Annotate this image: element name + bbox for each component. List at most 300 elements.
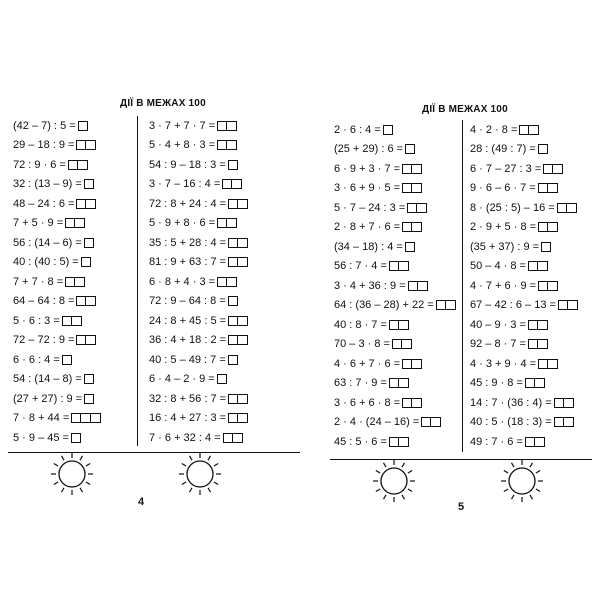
exercise-row (149, 194, 248, 214)
answer-boxes[interactable] (71, 413, 101, 423)
answer-boxes[interactable] (76, 296, 96, 306)
answer-box[interactable] (238, 413, 248, 423)
exercise-row (13, 253, 101, 273)
exercise-row (334, 218, 456, 238)
answer-box[interactable] (538, 222, 548, 232)
answer-boxes[interactable] (84, 374, 94, 384)
exercise-expression: 14 : 7 · (36 : 4) = (470, 396, 552, 409)
answer-boxes[interactable] (528, 339, 548, 349)
exercise-row (149, 136, 248, 156)
answer-box[interactable] (538, 144, 548, 154)
exercise-expression: 9 · 6 – 6 · 7 = (470, 182, 536, 195)
answer-box[interactable] (564, 398, 574, 408)
answer-boxes[interactable] (228, 394, 248, 404)
answer-boxes[interactable] (228, 296, 238, 306)
answer-boxes[interactable] (402, 164, 422, 174)
answer-box[interactable] (217, 121, 227, 131)
answer-box[interactable] (412, 359, 422, 369)
answer-boxes[interactable] (525, 437, 545, 447)
exercise-expression: 8 · (25 : 5) – 16 = (470, 201, 555, 214)
answer-boxes[interactable] (228, 413, 248, 423)
exercise-expression: (34 – 18) : 4 = (334, 240, 403, 253)
answer-box[interactable] (383, 125, 393, 135)
page-number: 5 (458, 501, 465, 513)
answer-box[interactable] (418, 281, 428, 291)
answer-box[interactable] (421, 417, 431, 427)
answer-boxes[interactable] (538, 144, 548, 154)
answer-box[interactable] (402, 183, 412, 193)
exercise-row (470, 393, 578, 413)
answer-boxes[interactable] (436, 300, 456, 310)
answer-box[interactable] (538, 339, 548, 349)
exercise-row (470, 237, 578, 257)
exercise-row (149, 253, 248, 273)
answer-box[interactable] (84, 374, 94, 384)
answer-box[interactable] (528, 261, 538, 271)
answer-box[interactable] (525, 378, 535, 388)
answer-boxes[interactable] (217, 121, 237, 131)
exercise-expression: 3 · 4 + 36 : 9 = (334, 279, 406, 292)
exercise-row (13, 428, 101, 448)
answer-box[interactable] (389, 320, 399, 330)
answer-box[interactable] (399, 320, 409, 330)
answer-box[interactable] (519, 125, 529, 135)
answer-boxes[interactable] (554, 417, 574, 427)
answer-box[interactable] (558, 300, 568, 310)
exercise-row (149, 155, 248, 175)
answer-boxes[interactable] (389, 320, 409, 330)
exercise-row (149, 272, 248, 292)
answer-boxes[interactable] (389, 437, 409, 447)
answer-box[interactable] (227, 277, 237, 287)
answer-boxes[interactable] (228, 238, 248, 248)
answer-box[interactable] (71, 413, 81, 423)
exercise-row (149, 214, 248, 234)
answer-boxes[interactable] (62, 355, 72, 365)
exercise-row (334, 393, 456, 413)
exercise-row (13, 175, 101, 195)
answer-box[interactable] (535, 378, 545, 388)
exercise-column-1 (13, 116, 101, 448)
exercise-row (334, 179, 456, 199)
answer-box[interactable] (228, 355, 238, 365)
answer-box[interactable] (402, 398, 412, 408)
answer-box[interactable] (76, 140, 86, 150)
answer-box[interactable] (228, 413, 238, 423)
answer-box[interactable] (538, 183, 548, 193)
answer-box[interactable] (238, 238, 248, 248)
answer-box[interactable] (554, 398, 564, 408)
answer-box[interactable] (78, 160, 88, 170)
exercise-row (470, 315, 578, 335)
answer-box[interactable] (557, 203, 567, 213)
answer-box[interactable] (228, 238, 238, 248)
answer-box[interactable] (227, 121, 237, 131)
answer-boxes[interactable] (68, 160, 88, 170)
answer-boxes[interactable] (84, 179, 94, 189)
answer-box[interactable] (567, 203, 577, 213)
answer-box[interactable] (84, 238, 94, 248)
exercise-row (334, 276, 456, 296)
answer-boxes[interactable] (84, 238, 94, 248)
answer-box[interactable] (548, 359, 558, 369)
answer-boxes[interactable] (402, 359, 422, 369)
exercise-row (470, 257, 578, 277)
answer-box[interactable] (402, 222, 412, 232)
exercise-expression: 6 · 4 – 2 · 9 = (149, 373, 215, 386)
answer-boxes[interactable] (421, 417, 441, 427)
answer-box[interactable] (217, 140, 227, 150)
answer-box[interactable] (233, 433, 243, 443)
answer-boxes[interactable] (217, 140, 237, 150)
answer-boxes[interactable] (519, 125, 539, 135)
exercise-expression: 56 : 7 · 4 = (334, 260, 387, 273)
answer-box[interactable] (228, 316, 238, 326)
answer-box[interactable] (223, 433, 233, 443)
exercise-expression: (42 – 7) : 5 = (13, 119, 76, 132)
sun-icon (500, 459, 544, 503)
answer-box[interactable] (554, 417, 564, 427)
answer-box[interactable] (62, 355, 72, 365)
page-title: ДІЇ В МЕЖАХ 100 (120, 98, 206, 109)
exercise-row (470, 413, 578, 433)
exercise-expression: 7 + 5 · 9 = (13, 217, 64, 230)
column-divider (462, 120, 463, 452)
answer-box[interactable] (238, 394, 248, 404)
exercise-row (470, 276, 578, 296)
answer-box[interactable] (86, 335, 96, 345)
exercise-expression: 72 : 9 – 64 : 8 = (149, 295, 226, 308)
exercise-expression: 40 : (40 : 5) = (13, 256, 79, 269)
answer-box[interactable] (402, 164, 412, 174)
answer-boxes[interactable] (76, 199, 96, 209)
answer-boxes[interactable] (405, 144, 415, 154)
answer-box[interactable] (543, 164, 553, 174)
exercise-row (13, 272, 101, 292)
answer-box[interactable] (405, 144, 415, 154)
exercise-expression: 81 : 9 + 63 : 7 = (149, 256, 227, 269)
answer-box[interactable] (228, 199, 238, 209)
answer-boxes[interactable] (76, 335, 96, 345)
answer-box[interactable] (86, 296, 96, 306)
exercise-expression: 4 · 6 + 7 · 6 = (334, 357, 401, 370)
answer-box[interactable] (238, 316, 248, 326)
answer-box[interactable] (412, 183, 422, 193)
exercise-row (13, 350, 101, 370)
answer-box[interactable] (65, 277, 75, 287)
exercise-expression: 2 · 6 : 4 = (334, 123, 381, 136)
answer-boxes[interactable] (528, 261, 548, 271)
answer-boxes[interactable] (554, 398, 574, 408)
answer-box[interactable] (399, 437, 409, 447)
answer-box[interactable] (392, 339, 402, 349)
exercise-expression: 5 · 9 + 8 · 6 = (149, 217, 216, 230)
answer-box[interactable] (222, 179, 232, 189)
column-divider (137, 116, 138, 446)
answer-boxes[interactable] (65, 277, 85, 287)
answer-box[interactable] (72, 316, 82, 326)
exercise-expression: 2 · 8 + 7 · 6 = (334, 221, 401, 234)
answer-boxes[interactable] (217, 218, 237, 228)
answer-box[interactable] (568, 300, 578, 310)
exercise-row (470, 140, 578, 160)
answer-boxes[interactable] (223, 433, 243, 443)
exercise-expression: 7 + 7 · 8 = (13, 275, 64, 288)
answer-box[interactable] (76, 335, 86, 345)
exercise-row (470, 218, 578, 238)
page-title: ДІЇ В МЕЖАХ 100 (422, 104, 508, 115)
exercise-expression: 64 – 64 : 8 = (13, 295, 75, 308)
exercise-row (334, 198, 456, 218)
answer-box[interactable] (525, 437, 535, 447)
answer-boxes[interactable] (217, 374, 227, 384)
answer-boxes[interactable] (81, 257, 91, 267)
answer-box[interactable] (528, 320, 538, 330)
answer-box[interactable] (217, 277, 227, 287)
exercise-expression: (27 + 27) : 9 = (13, 392, 83, 405)
exercise-row (334, 120, 456, 140)
exercise-row (13, 214, 101, 234)
exercise-expression: 28 : (49 : 7) = (470, 143, 536, 156)
answer-boxes[interactable] (228, 335, 248, 345)
exercise-expression: 4 · 2 · 8 = (470, 123, 518, 136)
answer-box[interactable] (408, 281, 418, 291)
answer-box[interactable] (71, 433, 81, 443)
answer-boxes[interactable] (65, 218, 85, 228)
exercise-expression: 6 · 8 + 4 · 3 = (149, 275, 216, 288)
answer-box[interactable] (228, 257, 238, 267)
answer-box[interactable] (238, 199, 248, 209)
answer-box[interactable] (528, 339, 538, 349)
exercise-expression: 92 – 8 · 7 = (470, 338, 526, 351)
exercise-expression: 45 : 5 · 6 = (334, 435, 387, 448)
answer-box[interactable] (399, 261, 409, 271)
answer-boxes[interactable] (538, 222, 558, 232)
answer-box[interactable] (389, 437, 399, 447)
exercise-row (334, 140, 456, 160)
answer-boxes[interactable] (76, 140, 96, 150)
answer-box[interactable] (389, 378, 399, 388)
answer-box[interactable] (228, 296, 238, 306)
exercise-expression: 35 : 5 + 28 : 4 = (149, 236, 227, 249)
exercise-row (13, 331, 101, 351)
exercise-expression: 40 : 5 – 49 : 7 = (149, 353, 226, 366)
answer-boxes[interactable] (538, 281, 558, 291)
answer-boxes[interactable] (558, 300, 578, 310)
answer-box[interactable] (402, 359, 412, 369)
exercise-expression: 6 · 6 : 4 = (13, 353, 60, 366)
exercise-expression: 40 – 9 · 3 = (470, 318, 526, 331)
exercise-expression: 54 : 9 – 18 : 3 = (149, 158, 226, 171)
exercise-row (334, 315, 456, 335)
exercise-row (470, 179, 578, 199)
exercise-expression: 5 · 9 – 45 = (13, 431, 69, 444)
answer-box[interactable] (86, 199, 96, 209)
exercise-row (470, 296, 578, 316)
exercise-row (13, 311, 101, 331)
answer-box[interactable] (538, 359, 548, 369)
answer-box[interactable] (238, 335, 248, 345)
answer-boxes[interactable] (84, 394, 94, 404)
answer-boxes[interactable] (228, 160, 238, 170)
answer-boxes[interactable] (407, 203, 427, 213)
answer-box[interactable] (412, 222, 422, 232)
answer-box[interactable] (76, 296, 86, 306)
exercise-expression: 5 · 6 : 3 = (13, 314, 60, 327)
exercise-expression: 70 – 3 · 8 = (334, 338, 390, 351)
sun-icon (372, 459, 416, 503)
answer-boxes[interactable] (383, 125, 393, 135)
answer-box[interactable] (431, 417, 441, 427)
answer-box[interactable] (78, 121, 88, 131)
answer-box[interactable] (75, 277, 85, 287)
answer-box[interactable] (228, 394, 238, 404)
ground-line (330, 459, 592, 460)
answer-boxes[interactable] (402, 222, 422, 232)
exercise-column-2 (149, 116, 248, 448)
exercise-expression: 36 : 4 + 18 : 2 = (149, 334, 227, 347)
exercise-expression: 2 · 9 + 5 · 8 = (470, 221, 537, 234)
exercise-row (149, 409, 248, 429)
exercise-row (149, 311, 248, 331)
answer-box[interactable] (76, 199, 86, 209)
exercise-row (13, 409, 101, 429)
answer-boxes[interactable] (392, 339, 412, 349)
answer-box[interactable] (86, 140, 96, 150)
exercise-expression: 3 · 7 + 7 · 7 = (149, 119, 216, 132)
answer-boxes[interactable] (389, 261, 409, 271)
answer-boxes[interactable] (541, 242, 551, 252)
answer-box[interactable] (412, 398, 422, 408)
answer-box[interactable] (538, 320, 548, 330)
exercise-row (13, 194, 101, 214)
answer-box[interactable] (402, 339, 412, 349)
exercise-expression: 72 – 72 : 9 = (13, 334, 75, 347)
exercise-expression: 49 : 7 · 6 = (470, 435, 523, 448)
answer-box[interactable] (535, 437, 545, 447)
answer-box[interactable] (446, 300, 456, 310)
answer-boxes[interactable] (405, 242, 415, 252)
exercise-expression: 6 · 7 – 27 : 3 = (470, 162, 542, 175)
answer-boxes[interactable] (543, 164, 563, 174)
answer-box[interactable] (548, 183, 558, 193)
answer-boxes[interactable] (228, 316, 248, 326)
answer-box[interactable] (228, 160, 238, 170)
answer-boxes[interactable] (408, 281, 428, 291)
answer-box[interactable] (68, 160, 78, 170)
page-number: 4 (138, 496, 145, 508)
exercise-row (334, 413, 456, 433)
answer-boxes[interactable] (538, 359, 558, 369)
exercise-expression: 64 : (36 – 28) + 22 = (334, 299, 434, 312)
exercise-expression: 45 : 9 · 8 = (470, 377, 523, 390)
answer-box[interactable] (541, 242, 551, 252)
answer-box[interactable] (227, 140, 237, 150)
answer-boxes[interactable] (402, 398, 422, 408)
exercise-row (470, 335, 578, 355)
exercise-expression: (35 + 37) : 9 = (470, 240, 540, 253)
answer-box[interactable] (75, 218, 85, 228)
answer-box[interactable] (217, 374, 227, 384)
answer-boxes[interactable] (389, 378, 409, 388)
exercise-expression: 16 : 4 + 27 : 3 = (149, 412, 227, 425)
answer-box[interactable] (417, 203, 427, 213)
exercise-row (470, 432, 578, 452)
answer-box[interactable] (389, 261, 399, 271)
answer-boxes[interactable] (71, 433, 81, 443)
answer-boxes[interactable] (228, 199, 248, 209)
answer-box[interactable] (238, 257, 248, 267)
answer-boxes[interactable] (228, 355, 238, 365)
answer-box[interactable] (436, 300, 446, 310)
exercise-expression: 3 · 7 – 16 : 4 = (149, 178, 221, 191)
exercise-row (149, 370, 248, 390)
exercise-expression: 6 · 9 + 3 · 7 = (334, 162, 401, 175)
answer-box[interactable] (538, 261, 548, 271)
answer-box[interactable] (412, 164, 422, 174)
answer-box[interactable] (407, 203, 417, 213)
exercise-column-1 (334, 120, 456, 452)
exercise-expression: 24 : 8 + 45 : 5 = (149, 314, 227, 327)
answer-box[interactable] (228, 335, 238, 345)
answer-boxes[interactable] (228, 257, 248, 267)
exercise-expression: 63 : 7 · 9 = (334, 377, 387, 390)
answer-box[interactable] (81, 413, 91, 423)
answer-boxes[interactable] (528, 320, 548, 330)
answer-boxes[interactable] (557, 203, 577, 213)
answer-box[interactable] (405, 242, 415, 252)
exercise-row (13, 389, 101, 409)
answer-box[interactable] (538, 281, 548, 291)
exercise-row (149, 292, 248, 312)
exercise-row (334, 374, 456, 394)
exercise-expression: 5 · 7 – 24 : 3 = (334, 201, 406, 214)
answer-boxes[interactable] (525, 378, 545, 388)
answer-box[interactable] (65, 218, 75, 228)
exercise-row (470, 159, 578, 179)
exercise-expression: 72 : 9 · 6 = (13, 158, 66, 171)
answer-boxes[interactable] (538, 183, 558, 193)
answer-box[interactable] (399, 378, 409, 388)
answer-box[interactable] (548, 281, 558, 291)
answer-boxes[interactable] (402, 183, 422, 193)
answer-box[interactable] (62, 316, 72, 326)
answer-box[interactable] (553, 164, 563, 174)
answer-box[interactable] (564, 417, 574, 427)
answer-box[interactable] (232, 179, 242, 189)
answer-box[interactable] (84, 179, 94, 189)
answer-box[interactable] (217, 218, 227, 228)
answer-boxes[interactable] (78, 121, 88, 131)
exercise-row (470, 374, 578, 394)
answer-box[interactable] (548, 222, 558, 232)
answer-box[interactable] (84, 394, 94, 404)
exercise-expression: 4 · 3 + 9 · 4 = (470, 357, 537, 370)
answer-box[interactable] (81, 257, 91, 267)
exercise-row (149, 331, 248, 351)
exercise-row (149, 428, 248, 448)
exercise-row (149, 116, 248, 136)
answer-boxes[interactable] (217, 277, 237, 287)
answer-boxes[interactable] (62, 316, 82, 326)
exercise-row (334, 159, 456, 179)
answer-box[interactable] (529, 125, 539, 135)
answer-box[interactable] (91, 413, 101, 423)
exercise-expression: 40 : 8 · 7 = (334, 318, 387, 331)
exercise-expression: 29 – 18 : 9 = (13, 139, 75, 152)
answer-box[interactable] (227, 218, 237, 228)
answer-boxes[interactable] (222, 179, 242, 189)
